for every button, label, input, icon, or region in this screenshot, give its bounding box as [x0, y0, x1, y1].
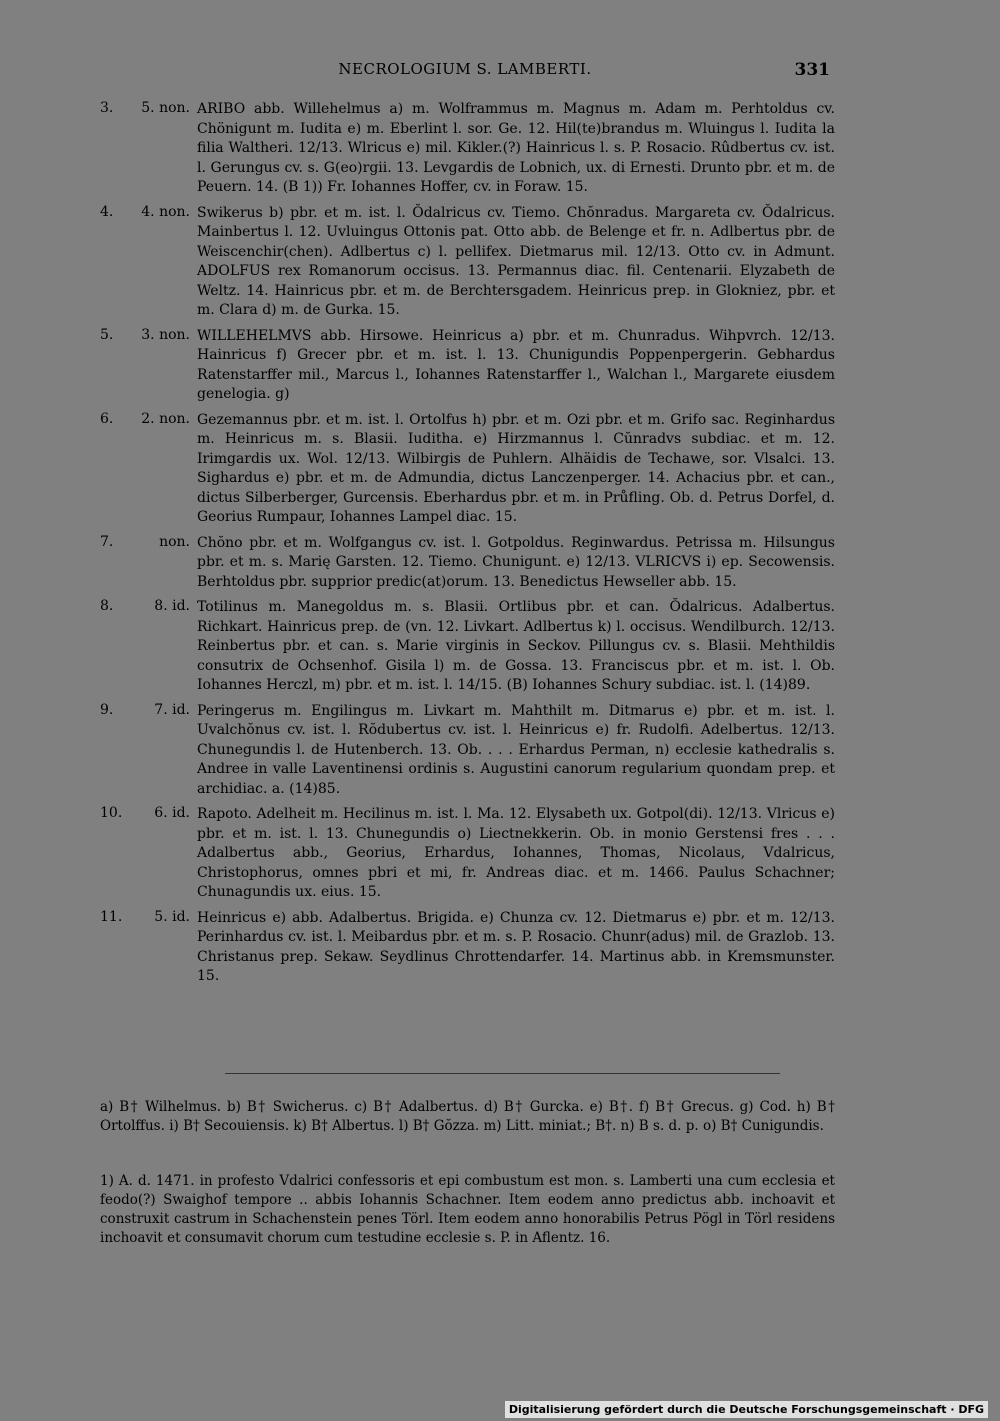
- entry-5: [100, 327, 835, 405]
- entry-day: 4.: [100, 203, 114, 220]
- entry-day: 5.: [100, 326, 114, 343]
- dfg-credit: Digitalisierung gefördert durch die Deutsche Forschungsgemeinschaft · DFG: [505, 1401, 988, 1418]
- entry-day: 11.: [100, 908, 123, 925]
- entry-day: 8.: [100, 598, 114, 614]
- entry-text: Totilinus m. Manegoldus m. s. Blasii. Ortlibus pbr. et can. Ŏdalricus. Adalbertus. Richkart. Hainricus prep. de (vn. 12. Livkart. Adlbertus k) l. occisus. Wendilburch. 12/13. Reinbertus pbr. et can. s. Marie virginis in Seckov. Pillungus cv. s. Blasii. Mehthildis consutrix de Ochsenhof. Gisila l) m. de Gossa. 13. Franciscus pbr. et m. ist. l. Ob. Iohannes Herczl, m) pbr. et m. ist. l. 14/15. (B) Iohannes Schury subdiac. ist. l. (14)89.: [197, 599, 835, 693]
- page-header: [0, 60, 1000, 84]
- entry-date: 8. id.: [154, 598, 190, 614]
- entry-day: 3.: [100, 100, 114, 116]
- entry-date: 5. id.: [154, 908, 190, 925]
- entry-day: 7.: [100, 533, 114, 550]
- entry-text: ARIBO abb. Willehelmus a) m. Wolframmus m. Magnus m. Adam m. Perhtoldus cv. Chönigunt m. Iudita e) m. Eberlint l. sor. Ge. 12. Hil(te)brandus m. Wluingus l. Iudita la filia Waltheri. 12/13. Wlricus e) mil. Kikler.(?) Hainricus l. s. P. Rosacio. Rûdbertus cv. ist. l. Gerungus cv. s. G(eo)rgii. 13. Levgardis de Lobnich, ux. di Ernesti. Drunto pbr. et m. de Peuern. 14. (B 1)) Fr. Iohannes Hoffer, cv. in Foraw. 15.: [197, 101, 835, 195]
- entry-day: 10.: [100, 805, 123, 821]
- entry-text: Peringerus m. Engilingus m. Livkart m. Mahthilt m. Ditmarus e) pbr. et m. ist. l. Uvalchŏnus cv. ist. l. Rŏdubertus cv. ist. l. Heinricus e) fr. Rudolfi. Adelbertus. 12/13. Chunegundis l. de Hutenberch. 13. Ob. . . . Erhardus Perman, n) ecclesie kathedralis s. Andree in valle Laventinensi ordinis s. Augustini canorum regularium quondam prep. et archidiac. a. (14)85.: [197, 702, 835, 797]
- entry-date: 6. id.: [154, 805, 190, 821]
- entry-7: [100, 534, 835, 593]
- necrology-entries: [100, 100, 835, 993]
- entry-8: [100, 598, 835, 696]
- entry-date: 3. non.: [141, 326, 190, 343]
- entry-day: 9.: [100, 701, 114, 718]
- entry-date: 5. non.: [141, 100, 190, 116]
- entry-text: Gezemannus pbr. et m. ist. l. Ortolfus h) pbr. et m. Ozi pbr. et m. Grifo sac. Reginhardus m. Heinricus m. s. Blasii. Iuditha. e) Hirzmannus l. Cŭnradvs subdiac. et m. 12. Irimgardis ux. Wol. 12/13. Wilbirgis de Puhlern. Alhäidis de Techawe, sor. Vlsalci. 13. Sighardus e) pbr. et m. de Admundia, dictus Lanczenperger. 14. Achacius pbr. et can., dictus Silberberger, Gurcensis. Eberhardus pbr. et m. in Průfling. Ob. d. Petrus Dorfel, d. Georius Rumpaur, Iohannes Lampel diac. 15.: [197, 411, 835, 525]
- footnote-divider: [225, 1073, 780, 1074]
- entry-text: WILLEHELMVS abb. Hirsowe. Heinricus a) pbr. et m. Chunradus. Wihpvrch. 12/13. Hainricus f) Grecer pbr. et m. ist. l. 13. Chunigundis Poppenpergerin. Gebhardus Ratenstarffer mil., Marcus l., Iohannes Ratenstarffer l., Walchan l., Margarete eiusdem genelogia. g): [197, 327, 835, 402]
- running-title: NECROLOGIUM S. LAMBERTI.: [338, 60, 592, 78]
- textual-footnotes: a) B† Wilhelmus. b) B† Swicherus. c) B† Adalbertus. d) B† Gurcka. e) B†. f) B† Grecus. g) Cod. h) B† Ortolffus. i) B† Secouiensis. k) B† Albertus. l) B† Gŏzza. m) Litt. miniat.; B†. n) B s. d. p. o) B† Cunigundis.: [100, 1099, 835, 1134]
- entry-date: non.: [159, 533, 190, 550]
- page-number: 331: [794, 60, 830, 80]
- entry-date: 2. non.: [141, 410, 190, 427]
- entry-text: Heinricus e) abb. Adalbertus. Brigida. e) Chunza cv. 12. Dietmarus e) pbr. et m. 12/13. Perinhardus cv. ist. l. Meibardus pbr. et m. s. P. Rosacio. Chunr(adus) mil. de Grazlob. 13. Christanus prep. Sekaw. Seydlinus Chrottendarfer. 14. Martinus abb. in Kremsmunster. 15.: [197, 909, 835, 984]
- entry-date: 7. id.: [154, 701, 190, 718]
- entry-date: 4. non.: [141, 203, 190, 220]
- entry-11: [100, 909, 835, 987]
- entry-4: [100, 204, 835, 321]
- entry-text: Chŏno pbr. et m. Wolfgangus cv. ist. l. Gotpoldus. Reginwardus. Petrissa m. Hilsungus pbr. et m. s. Marię Garsten. 12. Tiemo. Chunigunt. e) 12/13. VLRICVS i) ep. Secowensis. Berhtoldus pbr. supprior predic(at)orum. 13. Benedictus Hewseller abb. 15.: [197, 534, 835, 590]
- entry-text: Swikerus b) pbr. et m. ist. l. Ŏdalricus cv. Tiemo. Chŏnradus. Margareta cv. Ŏdalricus. Mainbertus l. 12. Uvluingus Ottonis pat. Otto abb. de Belenge et fr. n. Adlbertus pbr. de Weiscenchir(chen). Adlbertus c) l. pellifex. Dietmarus mil. 12/13. Otto cv. in Admunt. ADOLFUS rex Romanorum occisus. 13. Permannus diac. fil. Centenarii. Elyzabeth de Weltz. 14. Hainricus pbr. et m. de Berchtersgadem. Heinricus prep. in Glokniez, pbr. et m. Clara d) m. de Gurka. 15.: [197, 204, 835, 318]
- entry-text: Rapoto. Adelheit m. Hecilinus m. ist. l. Ma. 12. Elysabeth ux. Gotpol(di). 12/13. Vlricus e) pbr. et m. ist. l. 13. Chunegundis o) Liectnekkerin. Ob. in monio Gerstensi fres . . . Adalbertus abb., Georius, Erhardus, Iohannes, Thomas, Nicolaus, Vdalricus, Christophorus, omnes pbri et mi, fr. Andreas diac. et m. 1466. Paulus Schachner; Chunagundis ux. eius. 15.: [197, 806, 835, 900]
- entry-6: [100, 411, 835, 528]
- entry-9: [100, 702, 835, 800]
- entry-day: 6.: [100, 410, 114, 427]
- entry-10: [100, 805, 835, 903]
- historical-note: 1) A. d. 1471. in profesto Vdalrici confessoris et epi combustum est mon. s. Lamberti una cum ecclesia et feodo(?) Swaighof tempore .. abbis Iohannis Schachner. Item eodem anno predictus abb. inchoavit et construxit castrum in Schachenstein penes Törl. Item eodem anno honorabilis Petrus Pögl in Törl residens inchoavit et consumavit chorum cum testudine ecclesie s. P. in Aflentz. 16.: [100, 1173, 835, 1246]
- entry-3: [100, 100, 835, 198]
